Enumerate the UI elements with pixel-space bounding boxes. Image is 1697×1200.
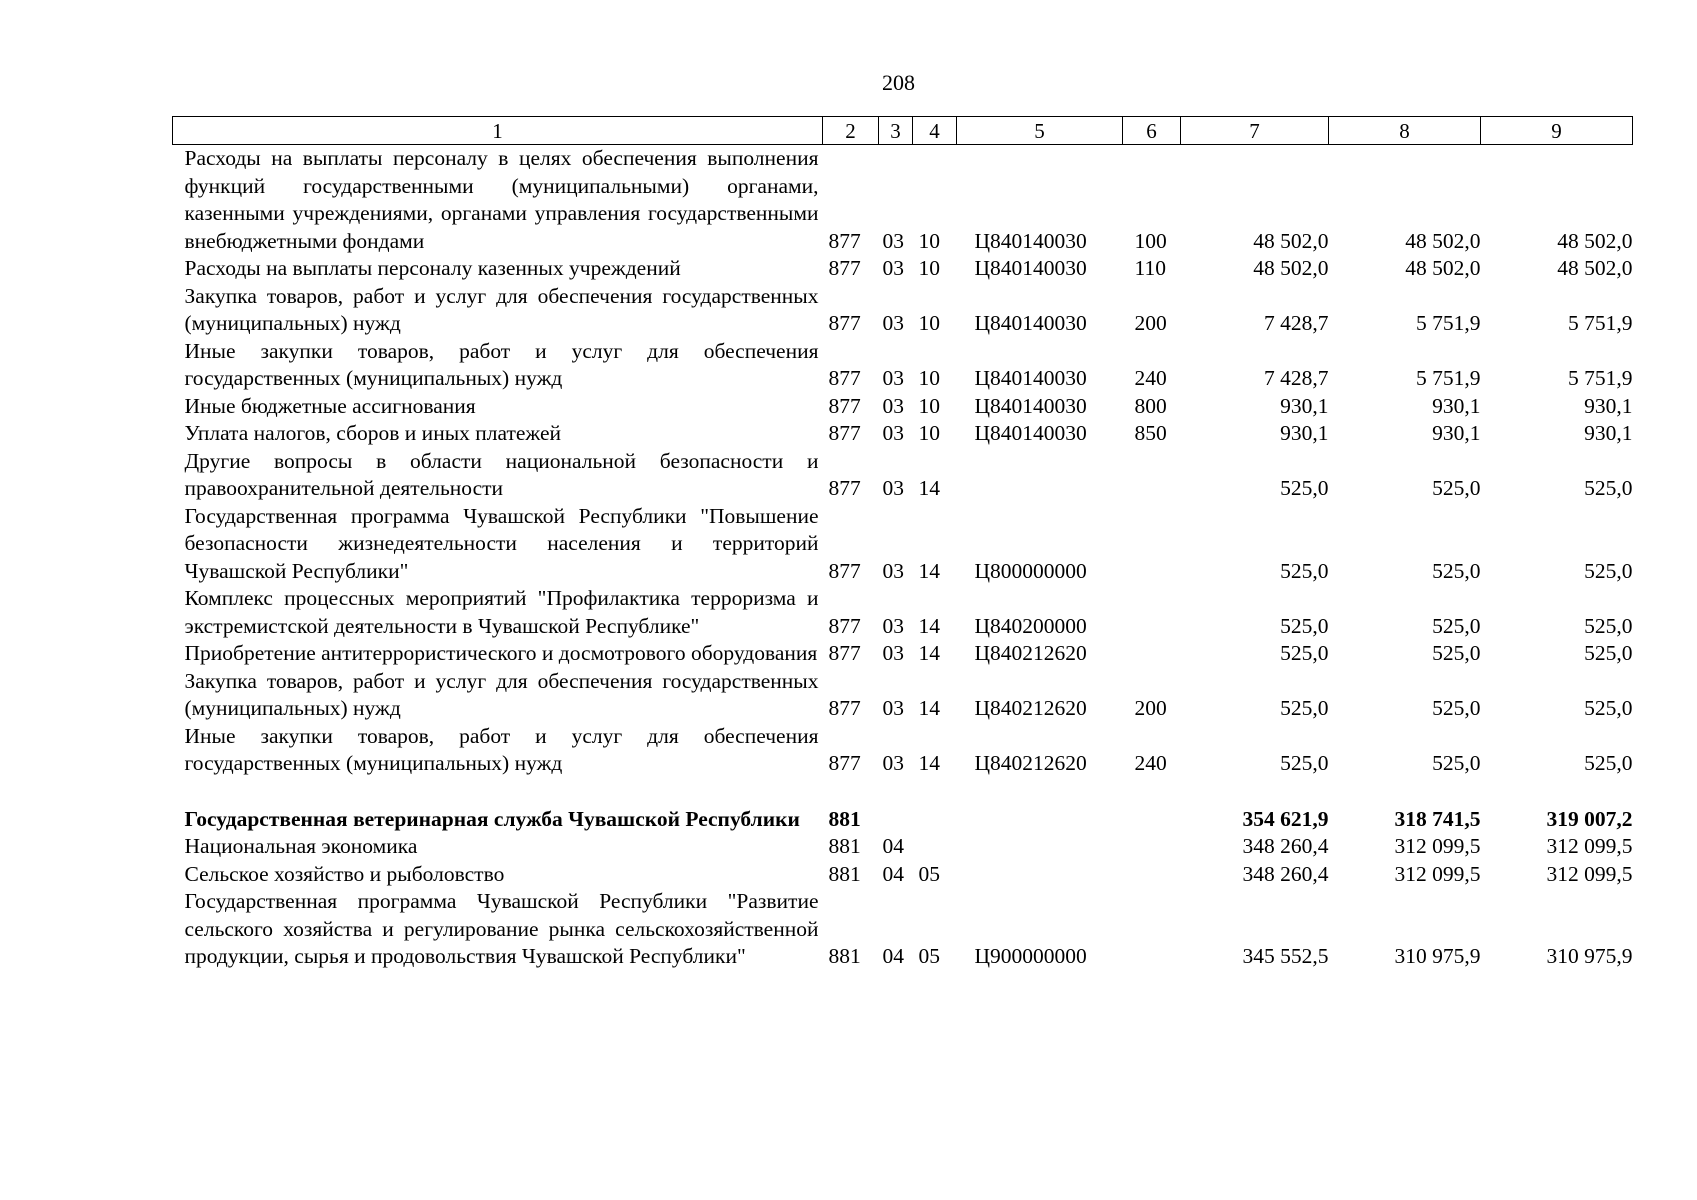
target-article-code: Ц800000000 xyxy=(974,558,1087,583)
table-row xyxy=(173,338,1633,393)
amount-col-7: 348 260,4 xyxy=(1242,834,1329,858)
column-header: 9 xyxy=(1481,117,1633,145)
expense-type-code: 100 xyxy=(1134,228,1167,253)
section-code: 03 xyxy=(882,476,904,500)
expense-type-code: 200 xyxy=(1134,311,1167,335)
amount-col-8: 312 099,5 xyxy=(1394,834,1481,858)
section-code: 04 xyxy=(882,834,904,858)
row-name: Иные закупки товаров, работ и услуг для обеспечения государственных (муниципальных) нужд xyxy=(184,338,819,390)
table-row xyxy=(173,861,1633,889)
target-article-code: Ц840212620 xyxy=(974,751,1087,775)
expense-type-code: 240 xyxy=(1134,751,1167,775)
expense-type-code: 200 xyxy=(1134,696,1167,720)
expense-type-code: 240 xyxy=(1134,366,1167,390)
row-name: Уплата налогов, сборов и иных платежей xyxy=(184,421,562,445)
target-article-code: Ц840140030 xyxy=(974,393,1087,418)
target-article-code: Ц840140030 xyxy=(974,256,1087,280)
table-row xyxy=(173,806,1633,834)
amount-col-8: 525,0 xyxy=(1432,641,1481,665)
budget-table xyxy=(172,116,1633,971)
column-header: 5 xyxy=(957,117,1123,145)
subsection-code: 14 xyxy=(918,751,940,775)
row-name: Расходы на выплаты персоналу казенных учреждений xyxy=(184,256,681,280)
target-article-code: Ц840212620 xyxy=(974,641,1087,665)
target-article-code: Ц840140030 xyxy=(974,366,1087,390)
section-code xyxy=(879,806,913,834)
amount-col-7: 345 552,5 xyxy=(1242,944,1329,968)
section-code: 03 xyxy=(882,751,904,775)
subsection-code: 05 xyxy=(918,944,940,968)
amount-col-8: 930,1 xyxy=(1432,393,1481,418)
amount-col-9: 319 007,2 xyxy=(1546,806,1633,831)
amount-col-8: 310 975,9 xyxy=(1394,944,1481,968)
amount-col-8: 318 741,5 xyxy=(1394,806,1481,831)
amount-col-7: 930,1 xyxy=(1280,393,1329,418)
subsection-code: 14 xyxy=(918,613,940,638)
row-name: Другие вопросы в области национальной безопасности и правоохранительной деятельности xyxy=(184,448,819,500)
amount-col-7: 525,0 xyxy=(1280,696,1329,720)
table-row xyxy=(173,145,1633,256)
column-header: 3 xyxy=(879,117,913,145)
target-article-code xyxy=(957,833,1123,861)
amount-col-9: 930,1 xyxy=(1584,393,1633,418)
amount-col-7: 7 428,7 xyxy=(1264,366,1329,390)
amount-col-8: 5 751,9 xyxy=(1416,311,1481,335)
target-article-code xyxy=(957,448,1123,503)
table-row xyxy=(173,833,1633,861)
amount-col-7: 525,0 xyxy=(1280,641,1329,665)
target-article-code xyxy=(957,806,1123,834)
subsection-code: 10 xyxy=(918,228,940,253)
amount-col-9: 525,0 xyxy=(1584,696,1633,720)
admin-code: 881 xyxy=(828,861,861,886)
column-header: 8 xyxy=(1329,117,1481,145)
table-row xyxy=(173,888,1633,971)
expense-type-code: 850 xyxy=(1134,421,1167,445)
table-body xyxy=(173,145,1633,971)
expense-type-code xyxy=(1123,888,1181,971)
admin-code: 881 xyxy=(828,834,861,858)
admin-code: 877 xyxy=(828,613,861,638)
section-code: 03 xyxy=(882,421,904,445)
expense-type-code xyxy=(1123,448,1181,503)
section-code: 03 xyxy=(882,366,904,390)
row-name: Закупка товаров, работ и услуг для обеспечения государственных (муниципальных) нужд xyxy=(184,283,819,335)
expense-type-code: 110 xyxy=(1134,256,1166,280)
subsection-code: 14 xyxy=(918,558,940,583)
section-code: 03 xyxy=(882,256,904,280)
target-article-code: Ц840140030 xyxy=(974,228,1087,253)
expense-type-code xyxy=(1123,585,1181,640)
target-article-code: Ц900000000 xyxy=(974,944,1087,968)
column-header: 6 xyxy=(1123,117,1181,145)
subsection-code: 05 xyxy=(918,861,940,886)
target-article-code: Ц840200000 xyxy=(974,613,1087,638)
spacer-row xyxy=(173,778,1633,806)
target-article-code xyxy=(957,861,1123,889)
expense-type-code: 800 xyxy=(1134,393,1167,418)
column-header: 1 xyxy=(173,117,823,145)
table-row xyxy=(173,723,1633,778)
row-name: Национальная экономика xyxy=(184,834,418,858)
row-name: Расходы на выплаты персоналу в целях обеспечения выполнения функций государственными (муниципальными) органами, казенными учреждениями, органами управления государственными внебюджетными фондами xyxy=(184,146,819,253)
amount-col-8: 525,0 xyxy=(1432,476,1481,500)
amount-col-8: 48 502,0 xyxy=(1405,256,1481,280)
amount-col-7: 525,0 xyxy=(1280,613,1329,638)
section-code: 03 xyxy=(882,641,904,665)
amount-col-7: 348 260,4 xyxy=(1242,861,1329,886)
subsection-code: 14 xyxy=(918,476,940,500)
table-row xyxy=(173,420,1633,448)
expense-type-code xyxy=(1123,640,1181,668)
section-code: 04 xyxy=(882,861,904,886)
admin-code: 877 xyxy=(828,751,861,775)
admin-code: 881 xyxy=(828,944,861,968)
subsection-code: 10 xyxy=(918,393,940,418)
amount-col-9: 48 502,0 xyxy=(1557,256,1633,280)
amount-col-9: 5 751,9 xyxy=(1568,366,1633,390)
amount-col-7: 930,1 xyxy=(1280,421,1329,445)
row-name: Закупка товаров, работ и услуг для обеспечения государственных (муниципальных) нужд xyxy=(184,668,819,720)
row-name: Приобретение антитеррористического и досмотрового оборудования xyxy=(184,641,818,665)
amount-col-8: 525,0 xyxy=(1432,558,1481,583)
amount-col-8: 312 099,5 xyxy=(1394,861,1481,886)
amount-col-9: 312 099,5 xyxy=(1546,834,1633,858)
table-row xyxy=(173,585,1633,640)
column-header-row xyxy=(173,117,1633,145)
table-row xyxy=(173,255,1633,283)
amount-col-7: 354 621,9 xyxy=(1242,806,1329,831)
table-row xyxy=(173,283,1633,338)
row-name: Государственная программа Чувашской Республики "Развитие сельского хозяйства и регулирование рынка сельскохозяйственной продукции, сырья и продовольствия Чувашской Республики" xyxy=(184,889,819,968)
table-row xyxy=(173,668,1633,723)
row-name: Государственная ветеринарная служба Чувашской Республики xyxy=(184,806,800,831)
amount-col-9: 310 975,9 xyxy=(1546,944,1633,968)
table-row xyxy=(173,393,1633,421)
expense-type-code xyxy=(1123,861,1181,889)
row-name: Сельское хозяйство и рыболовство xyxy=(184,861,505,886)
section-code: 04 xyxy=(882,944,904,968)
subsection-code: 10 xyxy=(918,421,940,445)
amount-col-8: 525,0 xyxy=(1432,613,1481,638)
amount-col-9: 930,1 xyxy=(1584,421,1633,445)
amount-col-9: 48 502,0 xyxy=(1557,228,1633,253)
row-name: Государственная программа Чувашской Республики "Повышение безопасности жизнедеятельности населения и территорий Чувашской Республики" xyxy=(184,503,819,583)
expense-type-code xyxy=(1123,503,1181,586)
section-code: 03 xyxy=(882,696,904,720)
amount-col-7: 48 502,0 xyxy=(1253,228,1329,253)
amount-col-8: 525,0 xyxy=(1432,696,1481,720)
admin-code: 877 xyxy=(828,421,861,445)
row-name: Комплекс процессных мероприятий "Профилактика терроризма и экстремистской деятельности в Чувашской Республике" xyxy=(184,586,819,638)
column-header: 4 xyxy=(913,117,957,145)
column-header: 7 xyxy=(1181,117,1329,145)
target-article-code: Ц840212620 xyxy=(974,696,1087,720)
amount-col-9: 312 099,5 xyxy=(1546,861,1633,886)
table-row xyxy=(173,640,1633,668)
section-code: 03 xyxy=(882,558,904,583)
table-row xyxy=(173,448,1633,503)
admin-code: 877 xyxy=(828,641,861,665)
amount-col-7: 525,0 xyxy=(1280,751,1329,775)
amount-col-9: 525,0 xyxy=(1584,558,1633,583)
amount-col-8: 930,1 xyxy=(1432,421,1481,445)
amount-col-7: 48 502,0 xyxy=(1253,256,1329,280)
admin-code: 877 xyxy=(828,228,861,253)
row-name: Иные бюджетные ассигнования xyxy=(184,393,476,418)
amount-col-7: 525,0 xyxy=(1280,558,1329,583)
subsection-code: 10 xyxy=(918,366,940,390)
expense-type-code xyxy=(1123,806,1181,834)
subsection-code: 14 xyxy=(918,696,940,720)
amount-col-9: 525,0 xyxy=(1584,641,1633,665)
table-row xyxy=(173,503,1633,586)
section-code: 03 xyxy=(882,613,904,638)
amount-col-9: 525,0 xyxy=(1584,751,1633,775)
admin-code: 877 xyxy=(828,311,861,335)
target-article-code: Ц840140030 xyxy=(974,311,1087,335)
subsection-code: 10 xyxy=(918,311,940,335)
admin-code: 881 xyxy=(828,806,861,831)
section-code: 03 xyxy=(882,311,904,335)
amount-col-7: 525,0 xyxy=(1280,476,1329,500)
subsection-code: 14 xyxy=(918,641,940,665)
admin-code: 877 xyxy=(828,366,861,390)
column-header: 2 xyxy=(823,117,879,145)
admin-code: 877 xyxy=(828,476,861,500)
amount-col-9: 525,0 xyxy=(1584,613,1633,638)
subsection-code xyxy=(913,833,957,861)
subsection-code: 10 xyxy=(918,256,940,280)
amount-col-7: 7 428,7 xyxy=(1264,311,1329,335)
amount-col-9: 5 751,9 xyxy=(1568,311,1633,335)
expense-type-code xyxy=(1123,833,1181,861)
amount-col-8: 5 751,9 xyxy=(1416,366,1481,390)
row-name: Иные закупки товаров, работ и услуг для обеспечения государственных (муниципальных) нужд xyxy=(184,723,819,775)
target-article-code: Ц840140030 xyxy=(974,421,1087,445)
admin-code: 877 xyxy=(828,696,861,720)
section-code: 03 xyxy=(882,393,904,418)
amount-col-9: 525,0 xyxy=(1584,476,1633,500)
section-code: 03 xyxy=(882,228,904,253)
subsection-code xyxy=(913,806,957,834)
admin-code: 877 xyxy=(828,558,861,583)
admin-code: 877 xyxy=(828,256,861,280)
amount-col-8: 48 502,0 xyxy=(1405,228,1481,253)
amount-col-8: 525,0 xyxy=(1432,751,1481,775)
admin-code: 877 xyxy=(828,393,861,418)
page-number: 208 xyxy=(882,70,915,95)
